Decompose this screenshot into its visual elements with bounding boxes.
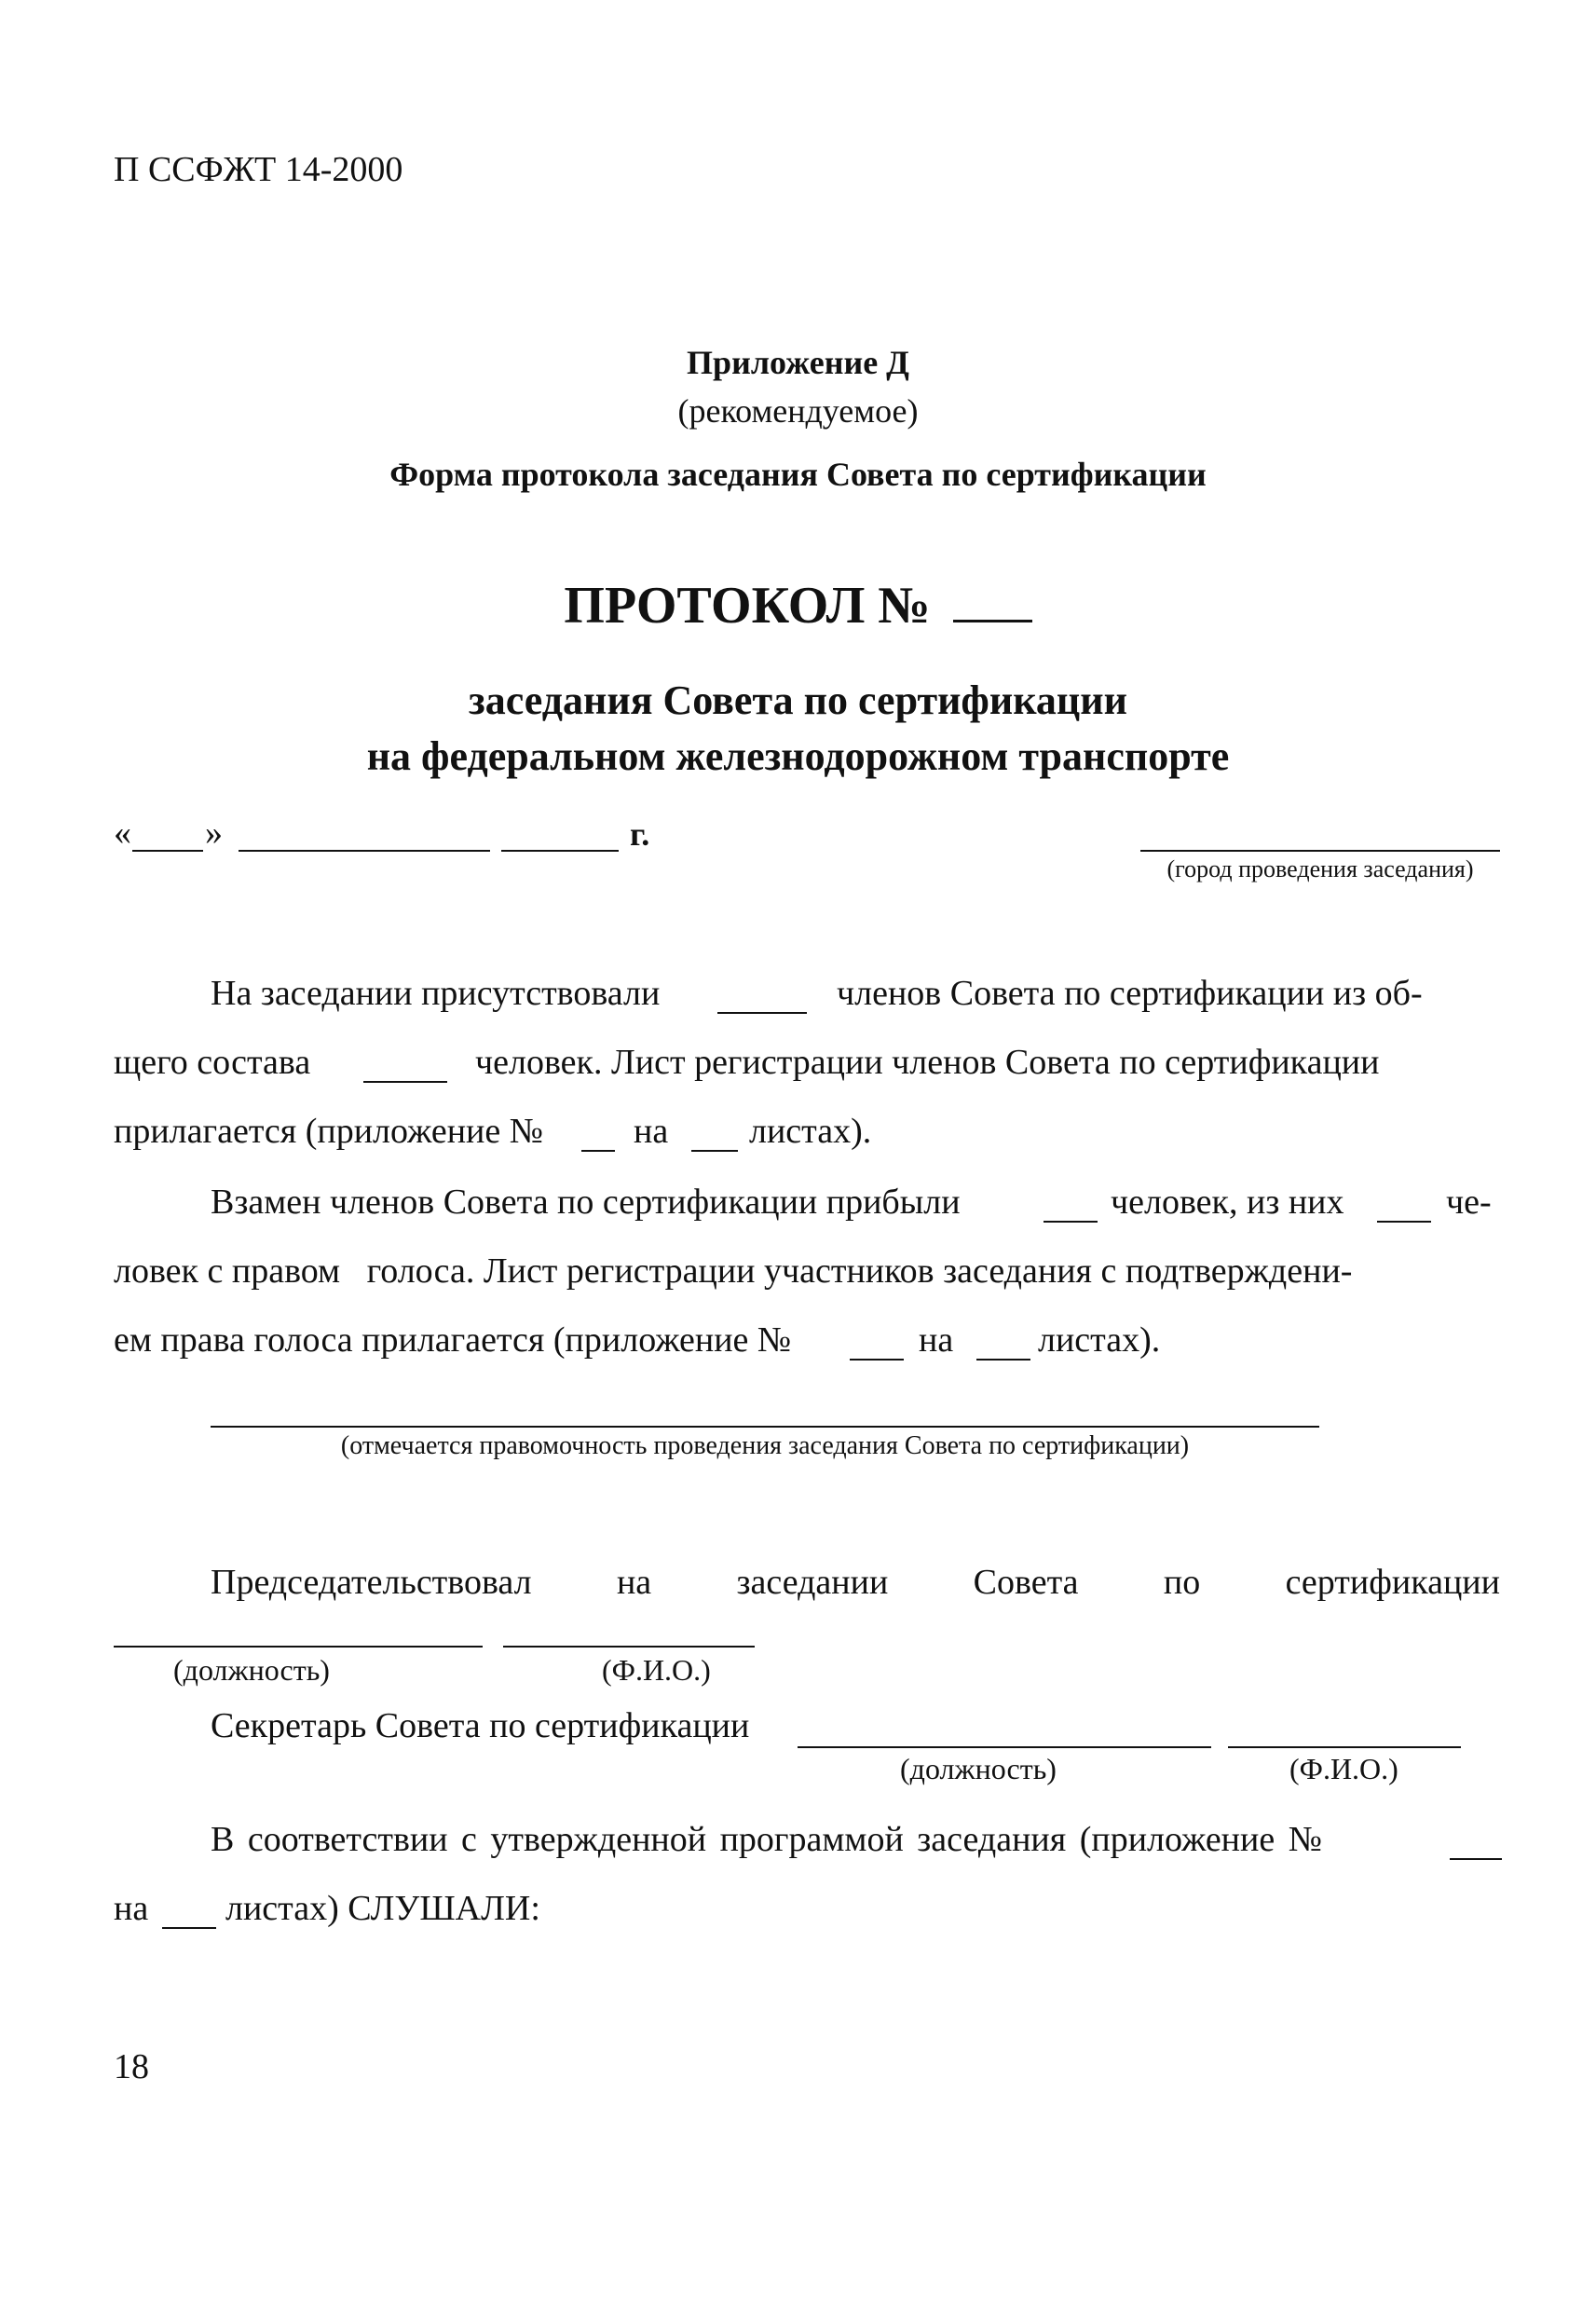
chair-word: сертификации (1285, 1563, 1500, 1602)
attendance-p1-text: листах). (749, 1112, 872, 1151)
attendance-p2-text: че- (1446, 1183, 1492, 1222)
date-day-blank (132, 850, 203, 852)
appendix-number-blank (581, 1150, 615, 1152)
quorum-caption: (отмечается правомочность проведения заседания Совета по сертификации) (340, 1431, 1190, 1460)
sheets-count-blank (976, 1359, 1030, 1361)
agenda-text: на (114, 1889, 149, 1928)
secretary-position-caption: (должность) (900, 1752, 1057, 1785)
chair-position-blank (114, 1646, 483, 1648)
date-open-quote: « (114, 814, 131, 853)
attendance-p1-text: на (634, 1112, 669, 1151)
attendance-p1-text: На заседании присутствовали (211, 974, 661, 1013)
agenda-text: листах) СЛУШАЛИ: (225, 1889, 540, 1928)
chair-word: заседании (736, 1563, 889, 1602)
chair-word: по (1163, 1563, 1201, 1602)
attendance-p1-text: прилагается (приложение № (114, 1112, 543, 1151)
present-count-blank (717, 1012, 807, 1014)
date-year-suffix: г. (630, 815, 650, 853)
appendix-title: Приложение Д (687, 344, 909, 381)
attendance-p2-text: ем права голоса прилагается (приложение № (114, 1320, 792, 1360)
attendance-p1-text: щего состава (114, 1043, 311, 1082)
protocol-title (0, 576, 1596, 636)
city-caption: (город проведения заседания) (1166, 855, 1474, 882)
attendance-p2-text: человек, из них (1111, 1183, 1344, 1222)
attendance-p1-text: членов Совета по сертификации из об- (837, 974, 1423, 1013)
attendance-p2-text: на (919, 1320, 954, 1360)
agenda-sheets-blank (162, 1927, 216, 1929)
date-year-blank (501, 850, 619, 852)
agenda-text: В соответствии с утвержденной программой заседания (приложение № (211, 1820, 1322, 1859)
attendance-p2-text: листах). (1038, 1320, 1161, 1360)
sheets-count-blank (691, 1150, 738, 1152)
secretary-position-blank (798, 1746, 1211, 1748)
secretary-label: Секретарь Совета по сертификации (211, 1706, 750, 1745)
chair-name-caption: (Ф.И.О.) (602, 1653, 711, 1687)
page-number: 18 (114, 2047, 149, 2086)
attendance-p2-text: Взамен членов Совета по сертификации прибыли (211, 1183, 961, 1222)
protocol-subtitle-line2: на федеральном железнодорожном транспорте (366, 733, 1230, 779)
chair-name-blank (503, 1646, 755, 1648)
chair-word: на (616, 1563, 652, 1602)
secretary-name-blank (1228, 1746, 1461, 1748)
voting-count-blank (1377, 1221, 1431, 1223)
protocol-subtitle-line1: заседания Совета по сертификации (469, 677, 1127, 723)
chair-line (211, 1562, 1500, 1603)
chair-position-caption: (должность) (173, 1653, 330, 1687)
protocol-number-blank (953, 577, 1032, 622)
document-designation: П ССФЖТ 14-2000 (114, 150, 403, 189)
city-blank (1140, 850, 1500, 852)
appendix-subtitle: Форма протокола заседания Совета по сертификации (389, 456, 1207, 493)
agenda-appendix-blank (1450, 1858, 1502, 1860)
attendance-p1-text: человек. Лист регистрации членов Совета по сертификации (475, 1043, 1380, 1082)
protocol-title-text: ПРОТОКОЛ № (564, 577, 931, 635)
date-month-blank (239, 850, 490, 852)
date-close-quote: » (205, 814, 223, 853)
substitutes-count-blank (1044, 1221, 1098, 1223)
total-members-blank (363, 1081, 447, 1083)
quorum-blank (211, 1426, 1319, 1428)
appendix-status: (рекомендуемое) (677, 392, 919, 430)
chair-word: Совета (973, 1563, 1079, 1602)
appendix-number-blank (850, 1359, 904, 1361)
attendance-p2-text: ловек с правом голоса. Лист регистрации участников заседания с подтверждени- (114, 1251, 1353, 1291)
secretary-name-caption: (Ф.И.О.) (1289, 1752, 1398, 1785)
chair-word: Председательствовал (211, 1563, 532, 1602)
